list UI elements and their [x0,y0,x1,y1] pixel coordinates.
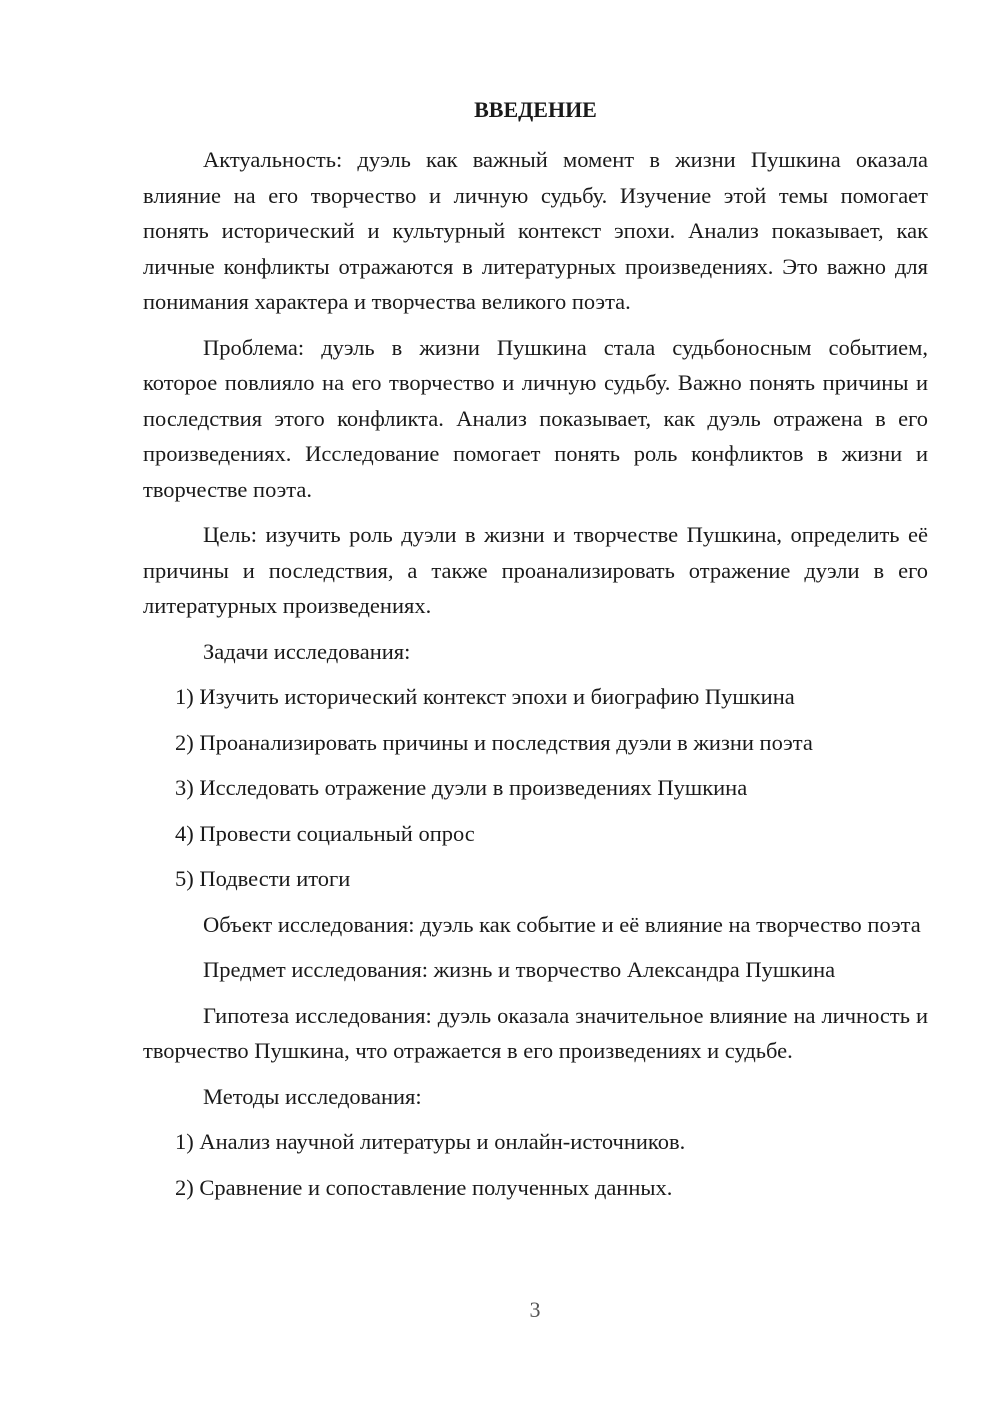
list-item: 2) Проанализировать причины и последствия дуэли в жизни поэта [175,729,813,755]
document-page [143,92,928,1215]
list-item: 3) Исследовать отражение дуэли в произведениях Пушкина [175,775,748,800]
problem-paragraph: Проблема: дуэль в жизни Пушкина стала судьбоносным событием, которое повлияло на его творчество и личную судьбу. Важно понять причины и последствия этого конфликта. Анализ показывает, как дуэль отражена в его произведениях. Исследование помогает понять роль конфликтов в жизни и творчестве поэта. [143,334,928,502]
tasks-heading: Задачи исследования: [203,638,411,664]
page-number: 3 [529,1297,541,1322]
goal-paragraph: Цель: изучить роль дуэли в жизни и творчестве Пушкина, определить её причины и последствия, а также проанализировать отражение дуэли в его литературных произведениях. [143,522,928,618]
list-item: 5) Подвести итоги [175,866,351,891]
relevance-paragraph: Актуальность: дуэль как важный момент в жизни Пушкина оказала влияние на его творчество и личную судьбу. Изучение этой темы помогает понять исторический и культурный контекст эпохи. Анализ показывает, как личные конфликты отражаются в литературных произведениях. Это важно для понимания характера и творчества великого поэта. [143,147,928,314]
methods-heading: Методы исследования: [203,1083,422,1109]
list-item: 4) Провести социальный опрос [175,820,475,846]
subject-paragraph: Предмет исследования: жизнь и творчество Александра Пушкина [203,957,836,982]
hypothesis-paragraph: Гипотеза исследования: дуэль оказала значительное влияние на личность и творчество Пушкина, что отражается в его произведениях и судьбе. [143,1002,928,1063]
tasks-list [143,679,928,897]
object-paragraph: Объект исследования: дуэль как событие и её влияние на творчество поэта [203,911,921,937]
section-title: ВВЕДЕНИЕ [474,97,597,122]
methods-list [143,1124,928,1205]
list-item: 2) Сравнение и сопоставление полученных данных. [175,1174,673,1200]
list-item: 1) Изучить исторический контекст эпохи и биографию Пушкина [175,684,795,709]
list-item: 1) Анализ научной литературы и онлайн-источников. [175,1129,686,1154]
